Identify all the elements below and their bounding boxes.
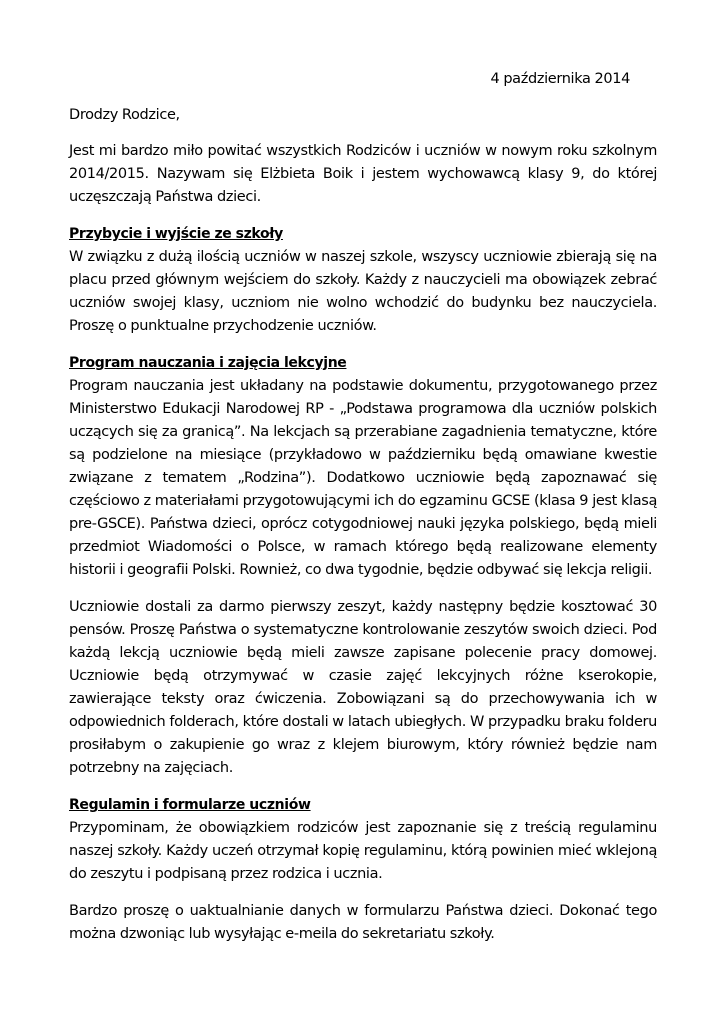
- letter-salutation: Drodzy Rodzice,: [69, 107, 180, 123]
- section-title-rules-forms: Regulamin i formularze uczniów: [69, 797, 311, 813]
- section-arrival-departure: [69, 223, 657, 338]
- section-curriculum: [69, 352, 657, 582]
- section-title-curriculum: Program nauczania i zajęcia lekcyjne: [69, 355, 347, 371]
- paragraph-curriculum: Program nauczania jest układany na podstawie dokumentu, przygotowanego przez Ministerstwo Edukacji Narodowej RP - „Podstawa programowa dla uczniów polskich uczących się za granicą”. Na lekcjach są przerabiane zagadnienia tematyczne, które są podzielone na miesiące (przykładowo w październiku będą omawiane kwestie związane z tematem „Rodzina”). Dodatkowo uczniowie będą zapoznawać się częściowo z materiałami przygotowującymi ich do egzaminu GCSE (klasa 9 jest klasą pre-GSCE). Państwa dzieci, oprócz cotygodniowej nauki języka polskiego, będą mieli przedmiot Wiadomości o Polsce, w ramach którego będą realizowane elementy historii i geografii Polski. Rownież, co dwa tygodnie, będzie odbywać się lekcja religii.: [69, 378, 657, 578]
- section-rules-forms: [69, 794, 657, 886]
- letter-date: 4 października 2014: [490, 71, 630, 87]
- letter-body: [69, 68, 657, 960]
- intro-paragraph: Jest mi bardzo miło powitać wszystkich Rodziców i uczniów w nowym roku szkolnym 2014/2015. Nazywam się Elżbieta Boik i jestem wychowawcą klasy 9, do której uczęszczają Państwa dzieci.: [69, 143, 657, 205]
- paragraph-arrival-departure: W związku z dużą ilością uczniów w naszej szkole, wszyscy uczniowie zbierają się na placu przed głównym wejściem do szkoły. Każdy z nauczycieli ma obowiązek zebrać uczniów swojej klasy, uczniom nie wolno wchodzić do budynku bez nauczyciela. Proszę o punktualne przychodzenie uczniów.: [69, 249, 657, 334]
- paragraph-rules: Przypominam, że obowiązkiem rodziców jest zapoznanie się z treścią regulaminu naszej szkoły. Każdy uczeń otrzymał kopię regulaminu, którą powinien mieć wklejoną do zeszytu i podpisaną przez rodzica i ucznia.: [69, 820, 657, 882]
- paragraph-notebooks: Uczniowie dostali za darmo pierwszy zeszyt, każdy następny będzie kosztować 30 pensów. Proszę Państwa o systematyczne kontrolowanie zeszytów swoich dzieci. Pod każdą lekcją uczniowie będą mieli zawsze zapisane polecenie pracy domowej. Uczniowie będą otrzymywać w czasie zajęć lekcyjnych różne kserokopie, zawierające teksty oraz ćwiczenia. Zobowiązani są do przechowywania ich w odpowiednich folderach, które dostali w latach ubiegłych. W przypadku braku folderu prosiłabym o zakupienie go wraz z klejem biurowym, który również będzie nam potrzebny na zajęciach.: [69, 599, 657, 776]
- section-title-arrival-departure: Przybycie i wyjście ze szkoły: [69, 226, 283, 242]
- paragraph-forms-update: Bardzo proszę o uaktualnianie danych w formularzu Państwa dzieci. Dokonać tego można dzwoniąc lub wysyłając e-meila do sekretariatu szkoły.: [69, 903, 657, 942]
